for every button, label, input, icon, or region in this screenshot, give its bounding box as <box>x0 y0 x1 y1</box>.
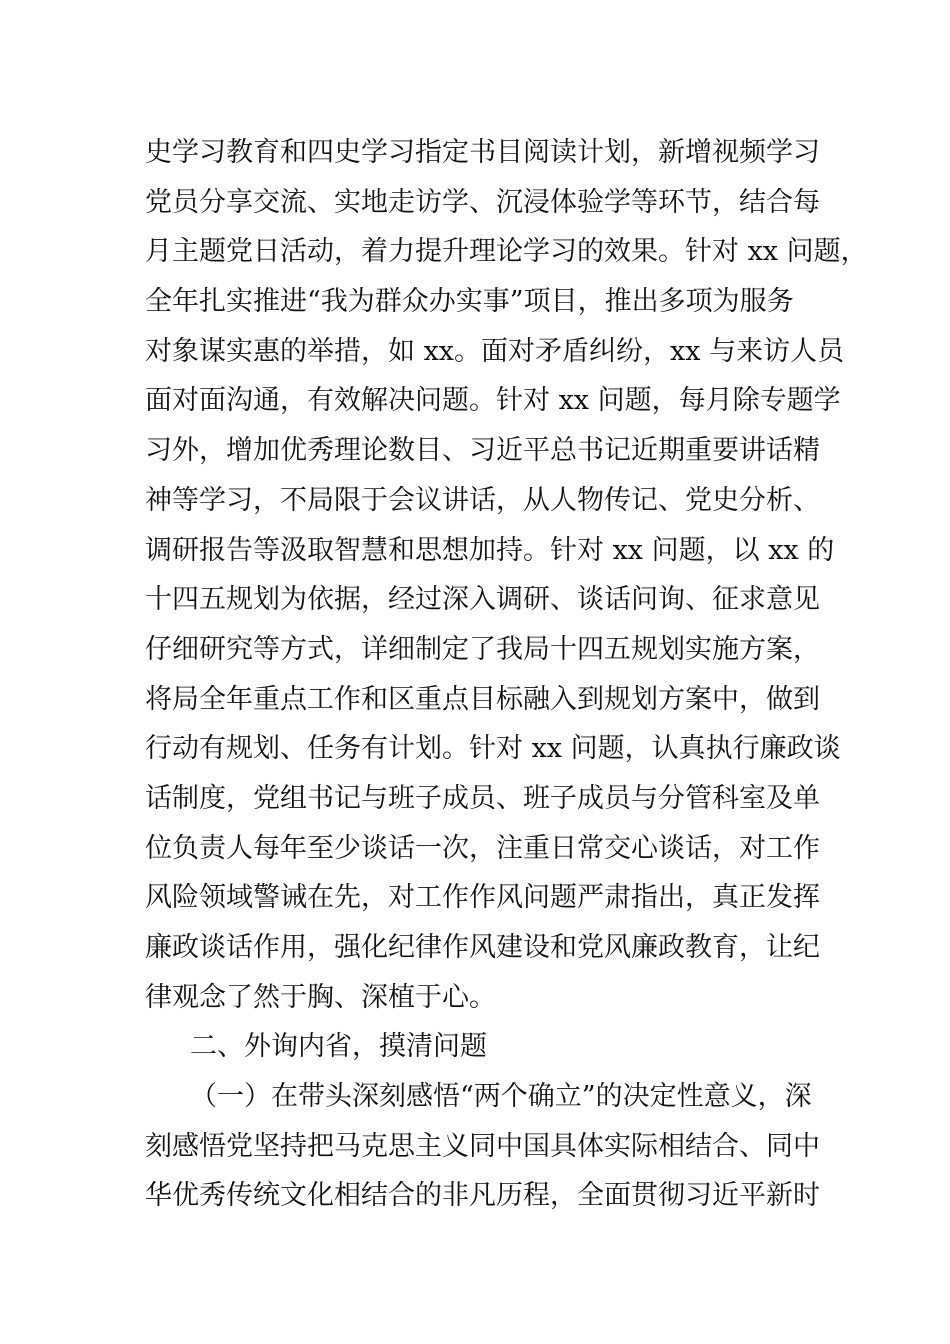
paragraph-line: 仔细研究等方式，详细制定了我局十四五规划实施方案， <box>145 633 820 665</box>
subsection-line: 华优秀传统文化相结合的非凡历程，全面贯彻习近平新时 <box>145 1180 820 1212</box>
paragraph-line: 将局全年重点工作和区重点目标融入到规划方案中，做到 <box>145 683 820 715</box>
paragraph-line: 习外，增加优秀理论数目、习近平总书记近期重要讲话精 <box>145 435 820 467</box>
paragraph-line: 对象谋实惠的举措，如 xx。面对矛盾纠纷，xx 与来访人员 <box>145 335 845 367</box>
paragraph-line: 月主题党日活动，着力提升理论学习的效果。针对 xx 问题， <box>145 236 868 268</box>
paragraph-line: 全年扎实推进“我为群众办实事”项目，推出多项为服务 <box>145 286 794 318</box>
paragraph-line: 史学习教育和四史学习指定书目阅读计划，新增视频学习 <box>145 137 820 168</box>
paragraph-line: 廉政谈话作用，强化纪律作风建设和党风廉政教育，让纪 <box>145 932 820 963</box>
paragraph-line: 党员分享交流、实地走访学、沉浸体验学等环节，结合每 <box>145 186 820 218</box>
paragraph-line: 神等学习，不局限于会议讲话，从人物传记、党史分析、 <box>145 484 820 516</box>
section-heading: 二、外询内省，摸清问题 <box>190 1031 487 1063</box>
paragraph-line: 行动有规划、任务有计划。针对 xx 问题，认真执行廉政谈 <box>145 733 841 765</box>
paragraph-line: 面对面沟通，有效解决问题。针对 xx 问题，每月除专题学 <box>145 385 841 417</box>
document-body <box>145 128 868 1221</box>
paragraph-line: 风险领域警诫在先，对工作作风问题严肃指出，真正发挥 <box>145 882 820 914</box>
paragraph-line: 位负责人每年至少谈话一次，注重日常交心谈话，对工作 <box>145 832 820 864</box>
subsection-line: （一）在带头深刻感悟“两个确立”的决定性意义，深 <box>190 1081 812 1113</box>
subsection-line: 刻感悟党坚持把马克思主义同中国具体实际相结合、同中 <box>145 1130 820 1162</box>
paragraph-line: 调研报告等汲取智慧和思想加持。针对 xx 问题，以 xx 的 <box>145 534 835 566</box>
paragraph-line: 话制度，党组书记与班子成员、班子成员与分管科室及单 <box>145 782 820 814</box>
paragraph-line: 十四五规划为依据，经过深入调研、谈话问询、征求意见 <box>145 584 820 616</box>
paragraph-line: 律观念了然于胸、深植于心。 <box>145 981 496 1013</box>
